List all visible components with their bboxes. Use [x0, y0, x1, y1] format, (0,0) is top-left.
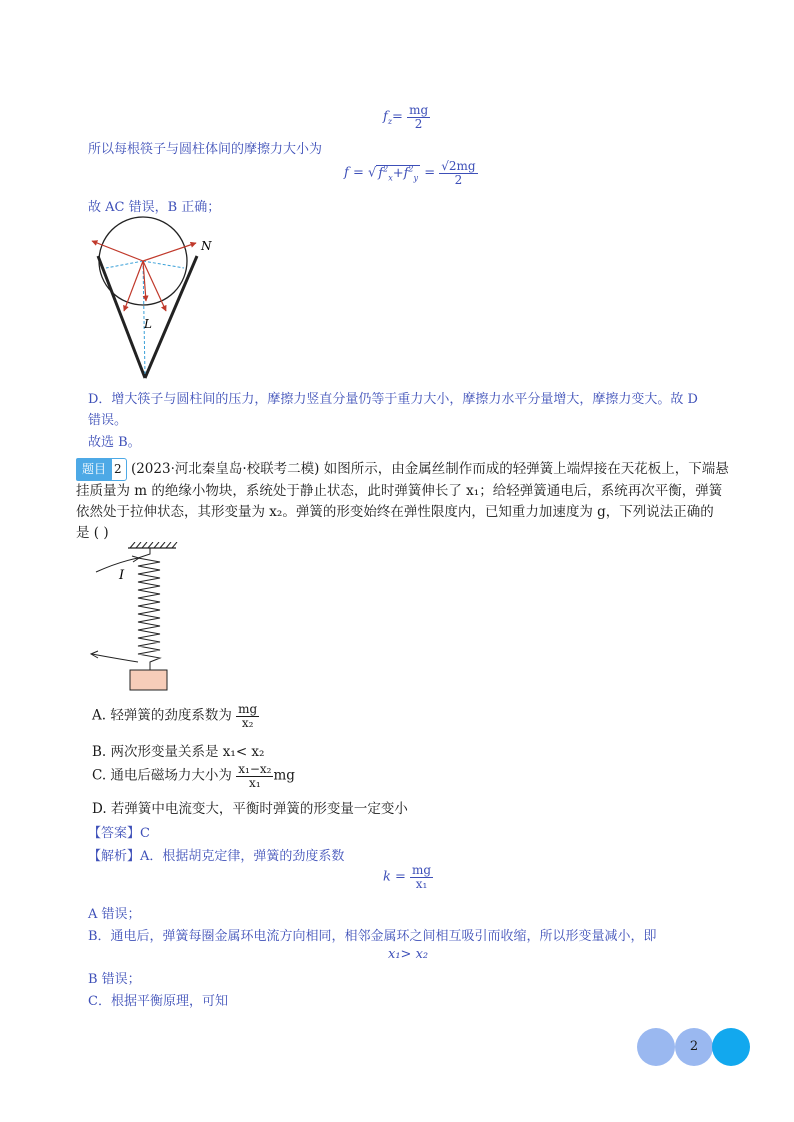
question-number: 2 — [109, 458, 127, 481]
page-number: 2 — [689, 1039, 699, 1054]
fraction: $\frac{mg}{\text{x₁}}$ — [412, 863, 432, 891]
conclusion-text: 故 AC 错误，B 正确； — [88, 200, 221, 215]
equation-b: x₁> x₂ — [388, 947, 429, 962]
page-decor-circle-left — [637, 1028, 675, 1066]
equation-fz: $f_z=$ $\frac{mg}{2}$ — [383, 103, 429, 131]
b-wrong: B 错误； — [88, 972, 141, 987]
force-arrow — [143, 243, 196, 261]
option-d-explanation-2: 错误。 — [88, 413, 128, 428]
page-number-circle — [675, 1028, 713, 1066]
fraction: $\frac{mg}{2}$ — [409, 103, 429, 131]
analysis-b: B．通电后，弹簧每圈金属环电流方向相同，相邻金属环之间相互吸引而收缩，所以形变量减小，即 — [88, 929, 657, 944]
fraction: $\frac{√2mg}{2}$ — [441, 159, 476, 187]
a-wrong: A 错误； — [88, 907, 141, 922]
option-d-explanation-1: D．增大筷子与圆柱间的压力，摩擦力竖直分量仍等于重力大小，摩擦力水平分量增大，摩擦力变大。故 D — [88, 392, 698, 407]
block — [130, 670, 167, 690]
label-N: N — [201, 239, 212, 253]
chopstick-right — [145, 256, 197, 378]
spring-coil — [138, 548, 160, 670]
figure-cylinder-chopsticks — [86, 216, 226, 381]
answer-text: 【答案】C — [88, 826, 150, 841]
option-a[interactable]: A. 轻弹簧的劲度系数为 $\frac{mg}{\text{x₂}}$ — [92, 702, 258, 730]
equation-f: f = √ $f^2_x+f^2_y$ = $\frac{√2mg}{2}$ — [344, 159, 476, 187]
option-b[interactable]: B. 两次形变量关系是 x₁< x₂ — [92, 744, 265, 760]
question-tag: 题目 — [76, 458, 112, 481]
fraction: $\frac{\text{x₁−x₂}}{\text{x₁}}$ — [238, 762, 272, 790]
page-decor-circle-right — [712, 1028, 750, 1066]
analysis-a: 【解析】A．根据胡克定律，弹簧的劲度系数 — [88, 849, 345, 864]
equation-k: k = $\frac{mg}{\text{x₁}}$ — [383, 863, 432, 891]
current-wire-out — [92, 654, 138, 662]
fraction: $\frac{mg}{\text{x₂}}$ — [238, 702, 258, 730]
current-wire-in — [96, 558, 138, 572]
option-c[interactable]: C. 通电后磁场力大小为 $\frac{\text{x₁−x₂}}{\text{x₁}}$ mg — [92, 762, 295, 790]
label-L: L — [144, 317, 152, 331]
analysis-c: C．根据平衡原理，可知 — [88, 994, 228, 1009]
question-stem: 题目 2 (2023·河北秦皇岛·校联考二模) 如图所示，由金属丝制作而成的轻弹簧上端焊接在天花板上，下端悬 挂质量为 m 的绝缘小物块，系统处于静止状态，此时弹簧伸长了 x₁；给轻弹簧通电后，系统再次平衡，弹簧 依然处于拉伸状态，其形变量为 x₂。弹簧的形变始终在弹性限度内，已知重力加速度为 g，下列说法正确的 是 ( ) — [76, 458, 726, 544]
final-choice: 故选 B。 — [88, 435, 141, 450]
text-each-friction: 所以每根筷子与圆柱体间的摩擦力大小为 — [88, 142, 323, 157]
label-I: I — [119, 568, 125, 583]
figure-spring — [88, 542, 188, 694]
option-d[interactable]: D. 若弹簧中电流变大，平衡时弹簧的形变量一定变小 — [92, 801, 408, 817]
